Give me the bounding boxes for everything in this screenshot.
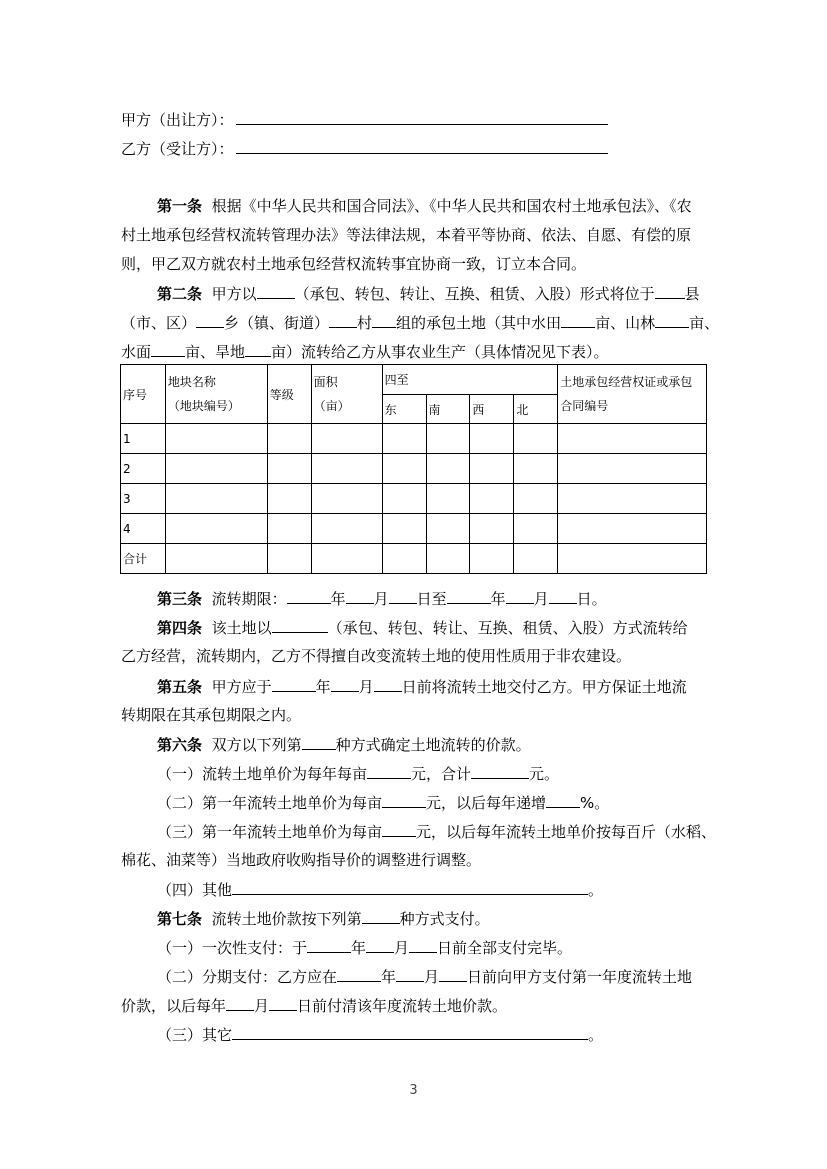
article-2-title: 第二条 <box>157 285 203 303</box>
table-cell[interactable] <box>382 454 426 484</box>
article-6-option-1 <box>157 763 747 784</box>
table-cell[interactable] <box>470 484 514 514</box>
table-row-total <box>121 544 707 574</box>
blank-unit-price-2[interactable] <box>382 792 426 808</box>
article-3-line <box>157 588 747 609</box>
article-6-o4-text-a: （四）其他 <box>157 881 233 899</box>
blank-lump-year[interactable] <box>307 937 351 953</box>
header-certificate-no <box>558 365 707 424</box>
header-parcel-name-2: （地块编号） <box>167 399 240 413</box>
table-cell[interactable] <box>514 514 558 544</box>
row-label: 合计 <box>121 544 166 574</box>
article-6-line-1 <box>157 734 747 755</box>
header-area <box>311 365 382 424</box>
article-6-o1-text-b: 元，合计 <box>411 765 472 783</box>
article-7-option-2-line-2 <box>121 995 711 1016</box>
blank-end-day[interactable] <box>549 588 577 604</box>
article-6-o4-text-b: 。 <box>588 881 604 899</box>
land-parcel-table <box>120 364 707 574</box>
blank-payment-method[interactable] <box>362 908 400 924</box>
blank-forest-area[interactable] <box>655 312 689 328</box>
blank-yearly-month[interactable] <box>226 995 254 1011</box>
article-1-title: 第一条 <box>157 197 203 215</box>
article-2-text-b: （承包、转包、转让、互换、租赁、入股）形式将位于 <box>294 285 655 303</box>
blank-township[interactable] <box>196 312 224 328</box>
page-number: 3 <box>409 1083 418 1098</box>
blank-increase-rate[interactable] <box>546 792 580 808</box>
article-3-text-d: 日至 <box>416 590 447 608</box>
table-cell[interactable] <box>165 484 267 514</box>
party-a-line <box>121 109 608 130</box>
article-7-line-1 <box>157 908 747 929</box>
table-cell[interactable] <box>382 544 426 574</box>
article-3-year: 年 <box>330 590 346 608</box>
table-cell[interactable] <box>165 424 267 454</box>
article-6-o1-text-a: （一）流转土地单价为每年每亩 <box>157 765 368 783</box>
table-cell[interactable] <box>311 454 382 484</box>
article-2-text-h: 亩、山林 <box>595 314 656 332</box>
row-label: 1 <box>121 424 166 454</box>
header-cert-2: 合同编号 <box>560 399 609 413</box>
article-7-option-1 <box>157 937 747 958</box>
article-2-text-c: 县 <box>684 285 700 303</box>
article-7-option-2 <box>157 966 747 987</box>
article-3-month: 月 <box>373 590 389 608</box>
article-3-month-2: 月 <box>533 590 549 608</box>
table-cell[interactable] <box>514 424 558 454</box>
table-cell[interactable] <box>311 544 382 574</box>
blank-lump-month[interactable] <box>366 937 394 953</box>
table-cell[interactable] <box>382 484 426 514</box>
table-cell[interactable] <box>470 454 514 484</box>
table-cell[interactable] <box>382 514 426 544</box>
article-5-line-1 <box>157 676 747 697</box>
table-cell[interactable] <box>311 484 382 514</box>
table-cell[interactable] <box>558 454 707 484</box>
article-7-o1-text-b: 日前全部支付完毕。 <box>437 939 573 957</box>
article-6-option-2 <box>157 792 747 813</box>
blank-price-method[interactable] <box>302 734 336 750</box>
article-4-title: 第四条 <box>157 619 203 637</box>
blank-water-area[interactable] <box>151 341 185 357</box>
article-7-title: 第七条 <box>157 910 203 928</box>
table-cell[interactable] <box>558 544 707 574</box>
article-2-text-i: 亩、 <box>689 314 720 332</box>
article-3-year-2: 年 <box>490 590 506 608</box>
table-cell[interactable] <box>558 484 707 514</box>
header-east: 东 <box>382 395 426 424</box>
article-5-text-b: 日前将流转土地交付乙方。甲方保证土地流 <box>401 678 687 696</box>
blank-other-price[interactable] <box>232 879 588 895</box>
header-area-2: （亩） <box>313 399 350 413</box>
blank-install-day[interactable] <box>439 966 467 982</box>
party-a-blank[interactable] <box>236 109 608 125</box>
blank-land-method[interactable] <box>272 617 328 633</box>
table-cell[interactable] <box>267 484 311 514</box>
article-1-line-1 <box>157 196 747 216</box>
article-6-o3-text-a: （三）第一年流转土地单价为每亩 <box>157 823 383 841</box>
article-1-text-2: 村土地承包经营权流转管理办法》等法律法规，本着平等协商、依法、自愿、有偿的原 <box>121 226 692 244</box>
blank-install-month[interactable] <box>396 966 424 982</box>
table-cell[interactable] <box>426 424 470 454</box>
article-7-o3-text-b: 。 <box>588 1026 604 1044</box>
article-3-title: 第三条 <box>157 590 203 608</box>
article-2-text-a: 甲方以 <box>211 285 257 303</box>
header-cert-1: 土地承包经营权证或承包 <box>560 375 693 389</box>
article-7-o2-l2-month: 月 <box>254 997 270 1015</box>
article-7-o3-text-a: （三）其它 <box>157 1026 233 1044</box>
article-7-o1-month: 月 <box>394 939 410 957</box>
article-2-text-d: （市、区） <box>121 314 197 332</box>
blank-end-year[interactable] <box>447 588 491 604</box>
article-4-line-1 <box>157 617 747 638</box>
header-area-1: 面积 <box>313 375 338 389</box>
table-cell[interactable] <box>470 544 514 574</box>
party-b-line <box>121 138 608 159</box>
article-5-year: 年 <box>315 678 331 696</box>
article-2-line-3 <box>121 341 711 362</box>
article-6-o3-text-b: 元，以后每年流转土地单价按每百斤（水稻、 <box>416 823 717 841</box>
table-cell[interactable] <box>470 424 514 454</box>
article-7-o2-year: 年 <box>381 968 397 986</box>
table-cell[interactable] <box>426 544 470 574</box>
blank-start-year[interactable] <box>287 588 331 604</box>
article-7-o2-month: 月 <box>424 968 440 986</box>
blank-install-year[interactable] <box>337 966 381 982</box>
table-cell[interactable] <box>267 514 311 544</box>
table-cell[interactable] <box>514 484 558 514</box>
article-7-option-3 <box>157 1024 747 1045</box>
blank-total-price[interactable] <box>471 763 529 779</box>
table-cell[interactable] <box>165 454 267 484</box>
article-6-text-a: 双方以下列第 <box>211 736 302 754</box>
table-cell[interactable] <box>558 424 707 454</box>
header-parcel-name <box>165 365 267 424</box>
article-4-text-2: 乙方经营，流转期内，乙方不得擅自改变流转土地的使用性质用于非农建设。 <box>121 647 632 665</box>
blank-lump-day[interactable] <box>409 937 437 953</box>
table-cell[interactable] <box>558 514 707 544</box>
table-row <box>121 424 707 454</box>
table-cell[interactable] <box>426 484 470 514</box>
blank-unit-price-3[interactable] <box>382 821 416 837</box>
article-7-o2-text-b: 日前向甲方支付第一年度流转土地 <box>467 968 693 986</box>
article-6-o2-text-a: （二）第一年流转土地单价为每亩 <box>157 794 383 812</box>
party-a-label: 甲方（出让方）： <box>121 111 234 129</box>
article-7-o1-year: 年 <box>351 939 367 957</box>
header-north: 北 <box>514 395 558 424</box>
table-cell[interactable] <box>311 424 382 454</box>
header-boundaries: 四至 <box>382 365 558 395</box>
blank-end-month[interactable] <box>506 588 534 604</box>
table-cell[interactable] <box>514 454 558 484</box>
article-2-line-1 <box>157 283 747 304</box>
article-4-text-b: （承包、转包、转让、互换、租赁、入股）方式流转给 <box>327 619 688 637</box>
header-west: 西 <box>470 395 514 424</box>
table-cell[interactable] <box>267 424 311 454</box>
table-cell[interactable] <box>426 454 470 484</box>
table-cell[interactable] <box>426 514 470 544</box>
row-label: 4 <box>121 514 166 544</box>
blank-delivery-year[interactable] <box>272 676 316 692</box>
header-parcel-name-1: 地块名称 <box>167 375 216 389</box>
article-7-o2-l2-text-b: 日前付清该年度流转土地价款。 <box>297 997 508 1015</box>
row-label: 2 <box>121 454 166 484</box>
article-3-text-a: 流转期限： <box>211 590 287 608</box>
article-2-text-g: 组的承包土地（其中水田 <box>396 314 562 332</box>
header-south: 南 <box>426 395 470 424</box>
article-6-option-4 <box>157 879 747 900</box>
table-cell[interactable] <box>382 424 426 454</box>
blank-dryland-area[interactable] <box>245 341 271 357</box>
article-2-text-j: 水面 <box>121 343 152 361</box>
article-1-text-3: 则，甲乙双方就农村土地承包经营权流转事宜协商一致，订立本合同。 <box>121 255 587 273</box>
blank-delivery-day[interactable] <box>374 676 402 692</box>
article-5-title: 第五条 <box>157 678 203 696</box>
table-cell[interactable] <box>267 544 311 574</box>
blank-other-payment[interactable] <box>232 1024 588 1040</box>
table-cell[interactable] <box>267 454 311 484</box>
party-b-blank[interactable] <box>236 138 608 154</box>
blank-paddy-area[interactable] <box>561 312 595 328</box>
table-row <box>121 484 707 514</box>
table-cell[interactable] <box>311 514 382 544</box>
article-2-text-f: 村 <box>357 314 373 332</box>
article-7-o2-l2-text-a: 价款，以后每年 <box>121 997 227 1015</box>
article-6-o2-text-c: %。 <box>580 794 610 812</box>
table-row <box>121 454 707 484</box>
article-6-text-b: 种方式确定土地流转的价款。 <box>335 736 531 754</box>
table-cell[interactable] <box>165 544 267 574</box>
table-cell[interactable] <box>165 514 267 544</box>
blank-start-month[interactable] <box>346 588 374 604</box>
article-1-text-1: 根据《中华人民共和国合同法》、《中华人民共和国农村土地承包法》、《农 <box>211 197 692 215</box>
table-row <box>121 514 707 544</box>
article-6-title: 第六条 <box>157 736 203 754</box>
article-7-o1-text-a: （一）一次性支付：于 <box>157 939 308 957</box>
blank-group[interactable] <box>372 312 396 328</box>
blank-yearly-day[interactable] <box>269 995 297 1011</box>
article-6-o2-text-b: 元，以后每年递增 <box>426 794 547 812</box>
blank-county[interactable] <box>655 283 685 299</box>
blank-village[interactable] <box>329 312 357 328</box>
article-6-o1-text-c: 元。 <box>529 765 560 783</box>
table-cell[interactable] <box>470 514 514 544</box>
table-cell[interactable] <box>514 544 558 574</box>
article-6-o3-text-2: 棉花、油菜等）当地政府收购指导价的调整进行调整。 <box>121 851 482 869</box>
article-2-line-2 <box>121 312 720 333</box>
article-2-text-e: 乡（镇、街道） <box>224 314 330 332</box>
article-7-text-b: 种方式支付。 <box>399 910 490 928</box>
article-5-month: 月 <box>358 678 374 696</box>
header-grade: 等级 <box>267 365 311 424</box>
blank-start-day[interactable] <box>389 588 417 604</box>
article-3-end: 日。 <box>576 590 607 608</box>
blank-transfer-form[interactable] <box>257 283 295 299</box>
article-7-o2-text-a: （二）分期支付：乙方应在 <box>157 968 338 986</box>
article-6-option-3 <box>157 821 747 842</box>
article-7-text-a: 流转土地价款按下列第 <box>211 910 362 928</box>
party-b-label: 乙方（受让方）： <box>121 140 234 158</box>
blank-unit-price-1[interactable] <box>367 763 411 779</box>
article-2-text-k: 亩、旱地 <box>185 343 246 361</box>
article-5-text-2: 转期限在其承包期限之内。 <box>121 706 302 724</box>
header-serial-no: 序号 <box>121 365 166 424</box>
article-4-text-a: 该土地以 <box>211 619 272 637</box>
blank-delivery-month[interactable] <box>331 676 359 692</box>
article-2-text-l: 亩）流转给乙方从事农业生产（具体情况见下表）。 <box>271 343 609 361</box>
article-5-text-a: 甲方应于 <box>211 678 272 696</box>
row-label: 3 <box>121 484 166 514</box>
